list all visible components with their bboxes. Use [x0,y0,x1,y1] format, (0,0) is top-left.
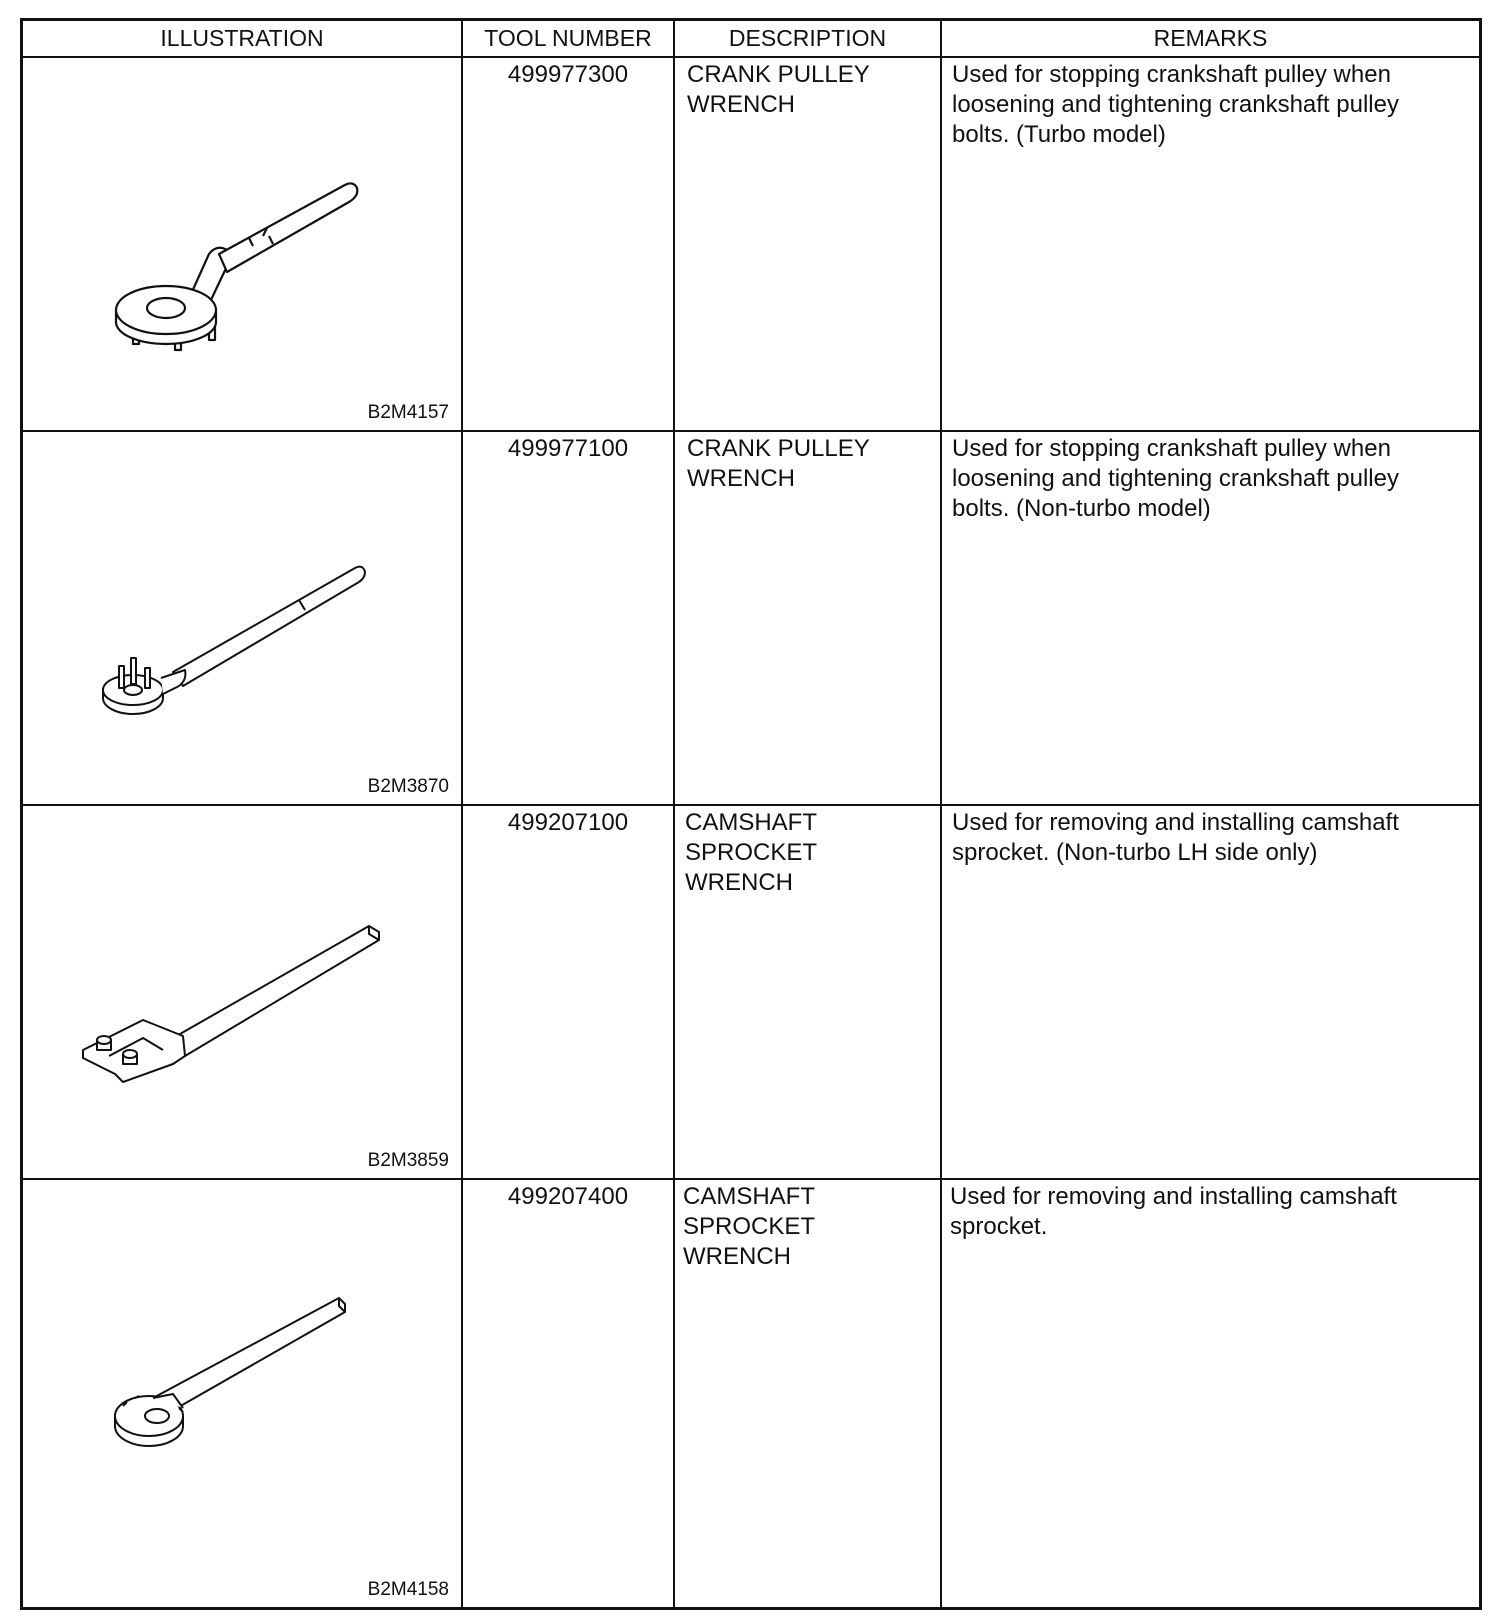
tool-number: 499207100 [507,809,629,836]
illustration-code: B2M3859 [367,1150,449,1171]
remarks-line: loosening and tightening crankshaft pulley [952,465,1399,492]
header-tool-number: TOOL NUMBER [484,25,652,51]
illustration-code: B2M4158 [367,1579,449,1600]
description-line: SPROCKET [685,839,818,866]
remarks [952,60,1399,150]
description [687,434,870,494]
header-description: DESCRIPTION [728,25,887,51]
table-header [23,21,1479,58]
remarks [952,434,1399,524]
crank-pulley-wrench-turbo-illustration [23,58,461,430]
tool-number: 499207400 [507,1183,629,1210]
remarks-line: bolts. (Non-turbo model) [952,495,1211,522]
description-line: WRENCH [687,465,795,492]
description-line: SPROCKET [683,1213,816,1240]
illustration-code: B2M4157 [367,402,449,423]
remarks-line: sprocket. (Non-turbo LH side only) [952,839,1318,866]
table-row [23,432,1479,806]
remarks-line: sprocket. [950,1213,1048,1240]
remarks-line: loosening and tightening crankshaft pulley [952,91,1399,118]
remarks-line: bolts. (Turbo model) [952,121,1166,148]
special-tools-table [20,18,1482,1610]
remarks [952,808,1399,868]
illustration-code: B2M3870 [367,776,449,797]
tool-number: 499977100 [507,435,629,462]
table-row [23,806,1479,1180]
remarks-line: Used for removing and installing camshaft [950,1183,1397,1210]
description-line: WRENCH [685,869,793,896]
camshaft-sprocket-wrench-illustration [23,806,461,1178]
tool-number: 499977300 [507,61,629,88]
table-row [23,1180,1479,1607]
header-remarks: REMARKS [1153,25,1268,51]
header-illustration: ILLUSTRATION [160,25,324,51]
description-line: CRANK PULLEY [687,435,870,462]
description-line: WRENCH [687,91,795,118]
description-line: CAMSHAFT [683,1183,815,1210]
remarks-line: Used for stopping crankshaft pulley when [952,61,1391,88]
description [687,60,870,120]
remarks-line: Used for removing and installing camshaft [952,809,1399,836]
crank-pulley-wrench-nonturbo-illustration [23,432,461,804]
description [685,808,817,898]
description-line: CRANK PULLEY [687,61,870,88]
description [683,1182,815,1272]
remarks-line: Used for stopping crankshaft pulley when [952,435,1391,462]
description-line: WRENCH [683,1243,791,1270]
table-row [23,58,1479,432]
remarks [950,1182,1397,1242]
camshaft-sprocket-wrench-illustration [23,1180,461,1600]
description-line: CAMSHAFT [685,809,817,836]
